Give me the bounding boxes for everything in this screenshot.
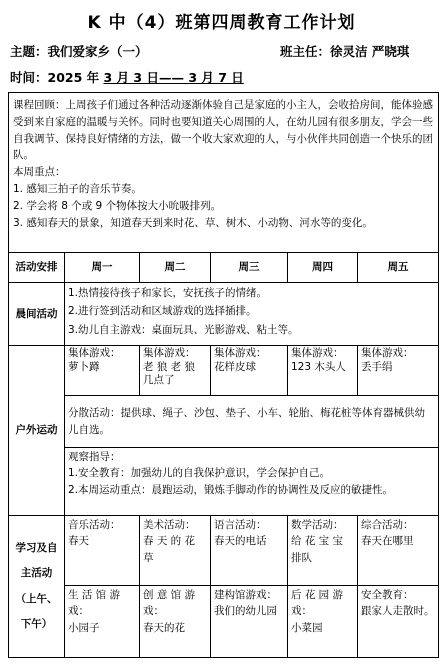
game-name: 123 木头人 [291,360,346,373]
learning-label-line: 主活动 [20,567,53,580]
focus-point: 1. 感知三拍子的音乐节奏。 [13,182,142,195]
review-row [9,93,439,253]
time-start: 3 月 3 日 [103,70,159,85]
activity-name: 我们的幼儿园 [214,605,277,618]
time-label: 时间： [10,70,48,85]
focus-point: 3. 感知春天的景象，知道春天到来时花、草、树木、小动物、河水等的变化。 [13,216,373,229]
learning-activity [288,586,358,658]
schedule-label: 活动安排 [9,253,65,283]
activity-title: 建构馆游戏： [214,589,277,601]
morning-item: 1.热情接待孩子和家长，安抚孩子的情绪。 [68,287,268,299]
activity-title: 安全教育： [361,589,414,601]
guidance-item: 2.本周运动重点：晨跑运动，锻炼手脚动作的协调性及反应的敏捷性。 [68,483,394,496]
activity-title: 创 意 馆 游 戏： [143,589,196,618]
day-friday: 周五 [358,253,439,283]
game-title: 集体游戏： [68,347,121,359]
teacher-line [280,42,409,60]
learning-activity [140,586,211,658]
activity-title: 综合活动： [361,519,414,531]
morning-row [9,283,439,346]
outdoor-scattered-row [9,396,439,448]
learning-label [9,516,65,658]
outdoor-game [211,346,288,396]
learning-activity [358,586,439,658]
learning-row-1 [9,516,439,586]
plan-table [8,92,439,658]
outdoor-guidance-row [9,448,439,516]
time-line [10,68,244,86]
game-name: 老 狼 老 狼 几点了 [143,360,196,387]
focus-point: 2. 学会将 8 个或 9 个物体按大小吮吸排列。 [13,199,222,212]
activity-title: 数学活动： [291,519,344,531]
time-dash: —— [158,70,189,85]
game-title: 集体游戏： [361,347,414,359]
activity-name: 跟家人走散时。 [361,605,435,618]
day-wednesday: 周三 [211,253,288,283]
activity-title: 语言活动： [214,519,267,531]
review-text: 课程回顾：上周孩子们通过各种活动逐渐体验自己是家庭的小主人，会收拾房间，能体验感受到来自家庭的温暖与关怀。同时也要知道关心周围的人，在幼儿园有很多朋友，学会一些自我调节、保持良好情绪的方法，做一个收大家欢迎的人，与小伙伴共同创造一个快乐的团队。 [13,99,433,162]
focus-title: 本周重点： [13,166,66,179]
learning-activity [65,586,140,658]
activity-title: 生 活 馆 游 戏： [68,589,121,618]
activity-name: 春天的电话 [214,535,267,548]
activity-name: 春 天 的 花 草 [143,535,196,564]
activity-title: 美术活动： [143,519,196,531]
day-thursday: 周四 [288,253,358,283]
activity-title: 音乐活动： [68,519,121,531]
teacher-names: 徐灵洁 严晓琪 [330,44,410,59]
activity-name: 小园子 [68,621,100,634]
learning-activity [288,516,358,586]
activity-title: 后 花 园 游 戏： [291,589,344,618]
outdoor-label: 户外运动 [9,346,65,516]
activity-name: 春天在哪里 [361,535,414,548]
learning-label-line: 下午） [20,617,53,630]
activity-name: 春天 [68,535,89,548]
learning-activity [140,516,211,586]
outdoor-game [65,346,140,396]
learning-label-line: （上午、 [15,592,58,605]
theme-value: 我们爱家乡（一） [47,44,148,59]
theme-line [10,42,148,60]
outdoor-game [358,346,439,396]
learning-activity [65,516,140,586]
review-cell [9,93,439,253]
morning-item: 3.幼儿自主游戏：桌面玩具、光影游戏、粘土等。 [68,323,299,336]
activity-name: 春天的花 [143,621,185,634]
learning-row-2 [9,586,439,658]
morning-label: 晨间活动 [9,283,65,346]
learning-label-line: 学习及自 [15,542,58,555]
learning-activity [211,516,288,586]
activity-name: 小菜园 [291,621,323,634]
outdoor-games-row [9,346,439,396]
morning-item: 2.进行签到活动和区域游戏的选择插排。 [68,305,257,318]
learning-activity [211,586,288,658]
time-year: 2025 年 [47,70,100,85]
page-title: K 中（4）班第四周教育工作计划 [87,13,356,33]
game-title: 集体游戏： [143,347,196,359]
guidance-item: 1.安全教育：加强幼儿的自我保护意识，学会保护自己。 [68,467,331,480]
outdoor-game [140,346,211,396]
theme-label: 主题： [10,44,48,59]
morning-cell [65,283,439,346]
game-name: 花样皮球 [214,360,256,373]
guidance-title: 观察指导： [68,451,121,463]
game-name: 丢手绢 [361,360,393,373]
teacher-label: 班主任： [280,44,331,59]
time-end: 3 月 7 日 [188,70,244,85]
game-title: 集体游戏： [291,347,344,359]
game-name: 萝卜蹲 [68,360,100,373]
guidance-cell [65,448,439,516]
day-header-row [9,253,439,283]
game-title: 集体游戏： [214,347,267,359]
learning-activity [358,516,439,586]
scattered-activity: 分散活动：提供球、绳子、沙包、垫子、小车、轮胎、梅花桩等体育器械供幼儿自选。 [65,396,439,448]
day-tuesday: 周二 [140,253,211,283]
activity-name: 给 花 宝 宝 排队 [291,535,344,564]
day-monday: 周一 [65,253,140,283]
outdoor-game [288,346,358,396]
